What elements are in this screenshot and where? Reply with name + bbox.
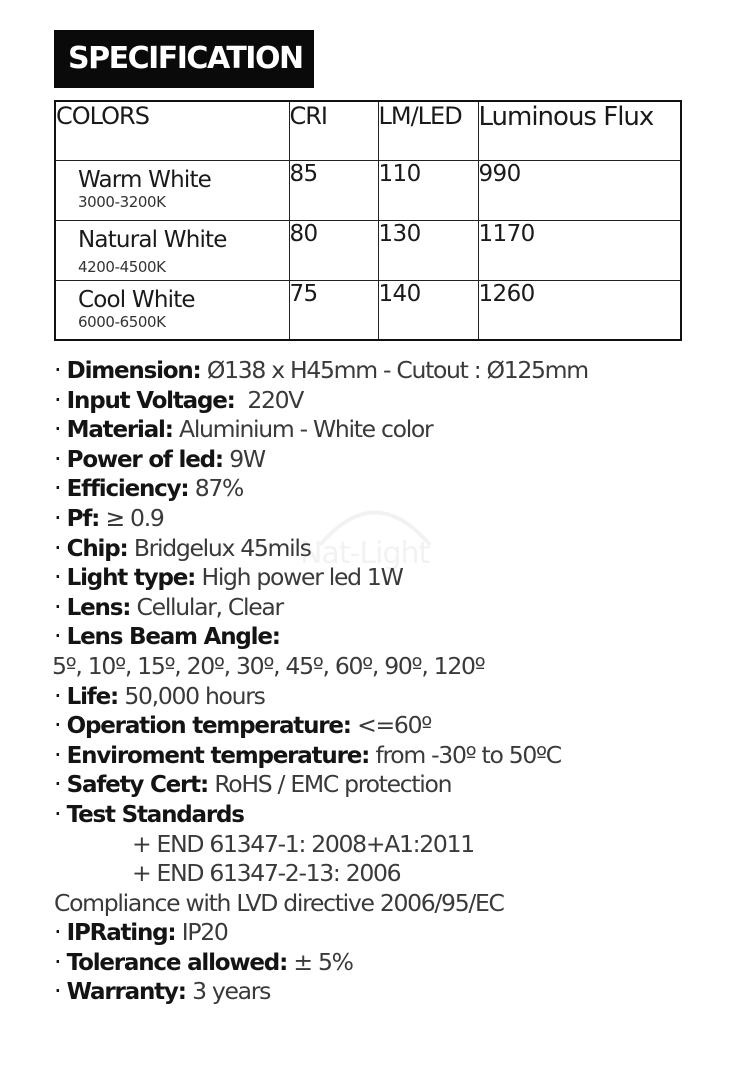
spec-label: Warranty: <box>66 979 186 1006</box>
luminous-flux-value: 1170 <box>478 220 681 280</box>
spec-value: Cellular, Clear <box>136 592 283 621</box>
color-temperature-range: 3000-3200K <box>78 192 166 211</box>
spec-value: Compliance with LVD directive 2006/95/EC <box>54 888 504 917</box>
spec-value: 220V <box>247 385 304 414</box>
spec-power: · Power of led: 9W <box>54 444 265 473</box>
spec-beam-angle-values <box>52 652 724 682</box>
spec-value: IP20 <box>181 918 228 947</box>
color-cell <box>55 280 289 340</box>
header-lm-led: LM/LED <box>378 101 478 160</box>
spec-label: Test Standards <box>66 801 244 828</box>
spec-label: IPRating: <box>66 920 176 947</box>
cri-value: 75 <box>289 280 378 340</box>
spec-label: Light type: <box>66 565 196 592</box>
spec-label: Material: <box>66 417 173 444</box>
spec-environment-temperature: · Enviroment temperature: from -30º to 50ºC <box>54 740 561 769</box>
spec-label: Tolerance allowed: <box>66 949 288 976</box>
spec-label: Operation temperature: <box>66 713 351 740</box>
color-name: Warm White <box>78 166 212 193</box>
spec-light-type: · Light type: High power led 1W <box>54 563 403 592</box>
spec-value: from -30º to 50ºC <box>375 740 561 769</box>
spec-label: Pf: <box>66 505 100 532</box>
header-luminous-flux: Luminous Flux <box>478 101 681 160</box>
lm-led-value: 140 <box>378 280 478 340</box>
spec-label: Safety Cert: <box>66 772 208 799</box>
cri-value: 85 <box>289 160 378 220</box>
spec-warranty: · Warranty: 3 years <box>54 977 271 1006</box>
spec-life: · Life: 50,000 hours <box>54 681 265 710</box>
spec-label: Life: <box>66 683 119 710</box>
spec-lens: · Lens: Cellular, Clear <box>54 592 283 621</box>
spec-pf: · Pf: ≥ 0.9 <box>54 503 164 532</box>
spec-label: Dimension: <box>66 358 201 384</box>
spec-value: ≥ 0.9 <box>105 503 164 532</box>
lm-led-value: 130 <box>378 220 478 280</box>
table-row <box>55 160 681 220</box>
color-temperature-range: 6000-6500K <box>78 312 166 331</box>
spec-safety-cert: · Safety Cert: RoHS / EMC protection <box>54 770 452 799</box>
spec-value: 5º, 10º, 15º, 20º, 30º, 45º, 60º, 90º, 120º <box>52 651 485 680</box>
spec-label: Enviroment temperature: <box>66 742 370 769</box>
spec-operation-temperature: · Operation temperature: <=60º <box>54 711 432 740</box>
spec-value: <=60º <box>357 711 432 740</box>
luminous-flux-value: 1260 <box>478 280 681 340</box>
header-colors: COLORS <box>55 101 289 160</box>
spec-chip: · Chip: Bridgelux 45mils <box>54 533 311 562</box>
luminous-flux-value: 990 <box>478 160 681 220</box>
header-cri: CRI <box>289 101 378 160</box>
color-cell <box>55 220 289 280</box>
specification-table <box>54 100 682 341</box>
spec-material: · Material: Aluminium - White color <box>54 415 433 444</box>
spec-value: + END 61347-2-13: 2006 <box>132 859 401 888</box>
color-name: Cool White <box>78 286 195 313</box>
table-row <box>55 220 681 280</box>
spec-value: ± 5% <box>293 947 353 976</box>
spec-value: Bridgelux 45mils <box>133 533 311 562</box>
table-header-row <box>55 101 681 160</box>
spec-label: Lens Beam Angle: <box>66 624 280 651</box>
spec-label: Chip: <box>66 535 128 562</box>
spec-compliance <box>54 889 724 919</box>
watermark-text: Nat-Light <box>300 536 430 571</box>
spec-test-standard-item <box>54 859 724 889</box>
spec-label: Efficiency: <box>66 476 189 503</box>
spec-value: Ø138 x H45mm - Cutout : Ø125mm <box>206 356 588 384</box>
spec-list <box>54 356 724 1007</box>
spec-input-voltage: · Input Voltage: 220V <box>54 385 304 414</box>
spec-label: Power of led: <box>66 446 223 473</box>
page-title: SPECIFICATION <box>54 30 314 88</box>
spec-value: High power led 1W <box>201 563 403 592</box>
spec-label: Lens: <box>66 594 131 621</box>
spec-value: 3 years <box>192 977 271 1006</box>
spec-dimension: · Dimension: Ø138 x H45mm - Cutout : Ø125mm <box>54 356 588 384</box>
color-temperature-range: 4200-4500K <box>78 257 166 276</box>
spec-ip-rating: · IPRating: IP20 <box>54 918 228 947</box>
color-cell <box>55 160 289 220</box>
spec-value: + END 61347-1: 2008+A1:2011 <box>132 829 474 858</box>
spec-value: 9W <box>229 444 265 473</box>
spec-test-standard-item <box>54 830 724 860</box>
spec-test-standards: · Test Standards <box>54 799 244 828</box>
lm-led-value: 110 <box>378 160 478 220</box>
spec-efficiency: · Efficiency: 87% <box>54 474 244 503</box>
spec-value: RoHS / EMC protection <box>214 770 452 799</box>
spec-label: Input Voltage: <box>66 387 235 414</box>
spec-value: 50,000 hours <box>124 681 265 710</box>
table-row <box>55 280 681 340</box>
color-name: Natural White <box>78 226 227 253</box>
spec-tolerance: · Tolerance allowed: ± 5% <box>54 947 353 976</box>
spec-value: Aluminium - White color <box>179 415 433 444</box>
spec-lens-beam-angle: · Lens Beam Angle: <box>54 622 280 651</box>
spec-value: 87% <box>194 474 244 503</box>
cri-value: 80 <box>289 220 378 280</box>
